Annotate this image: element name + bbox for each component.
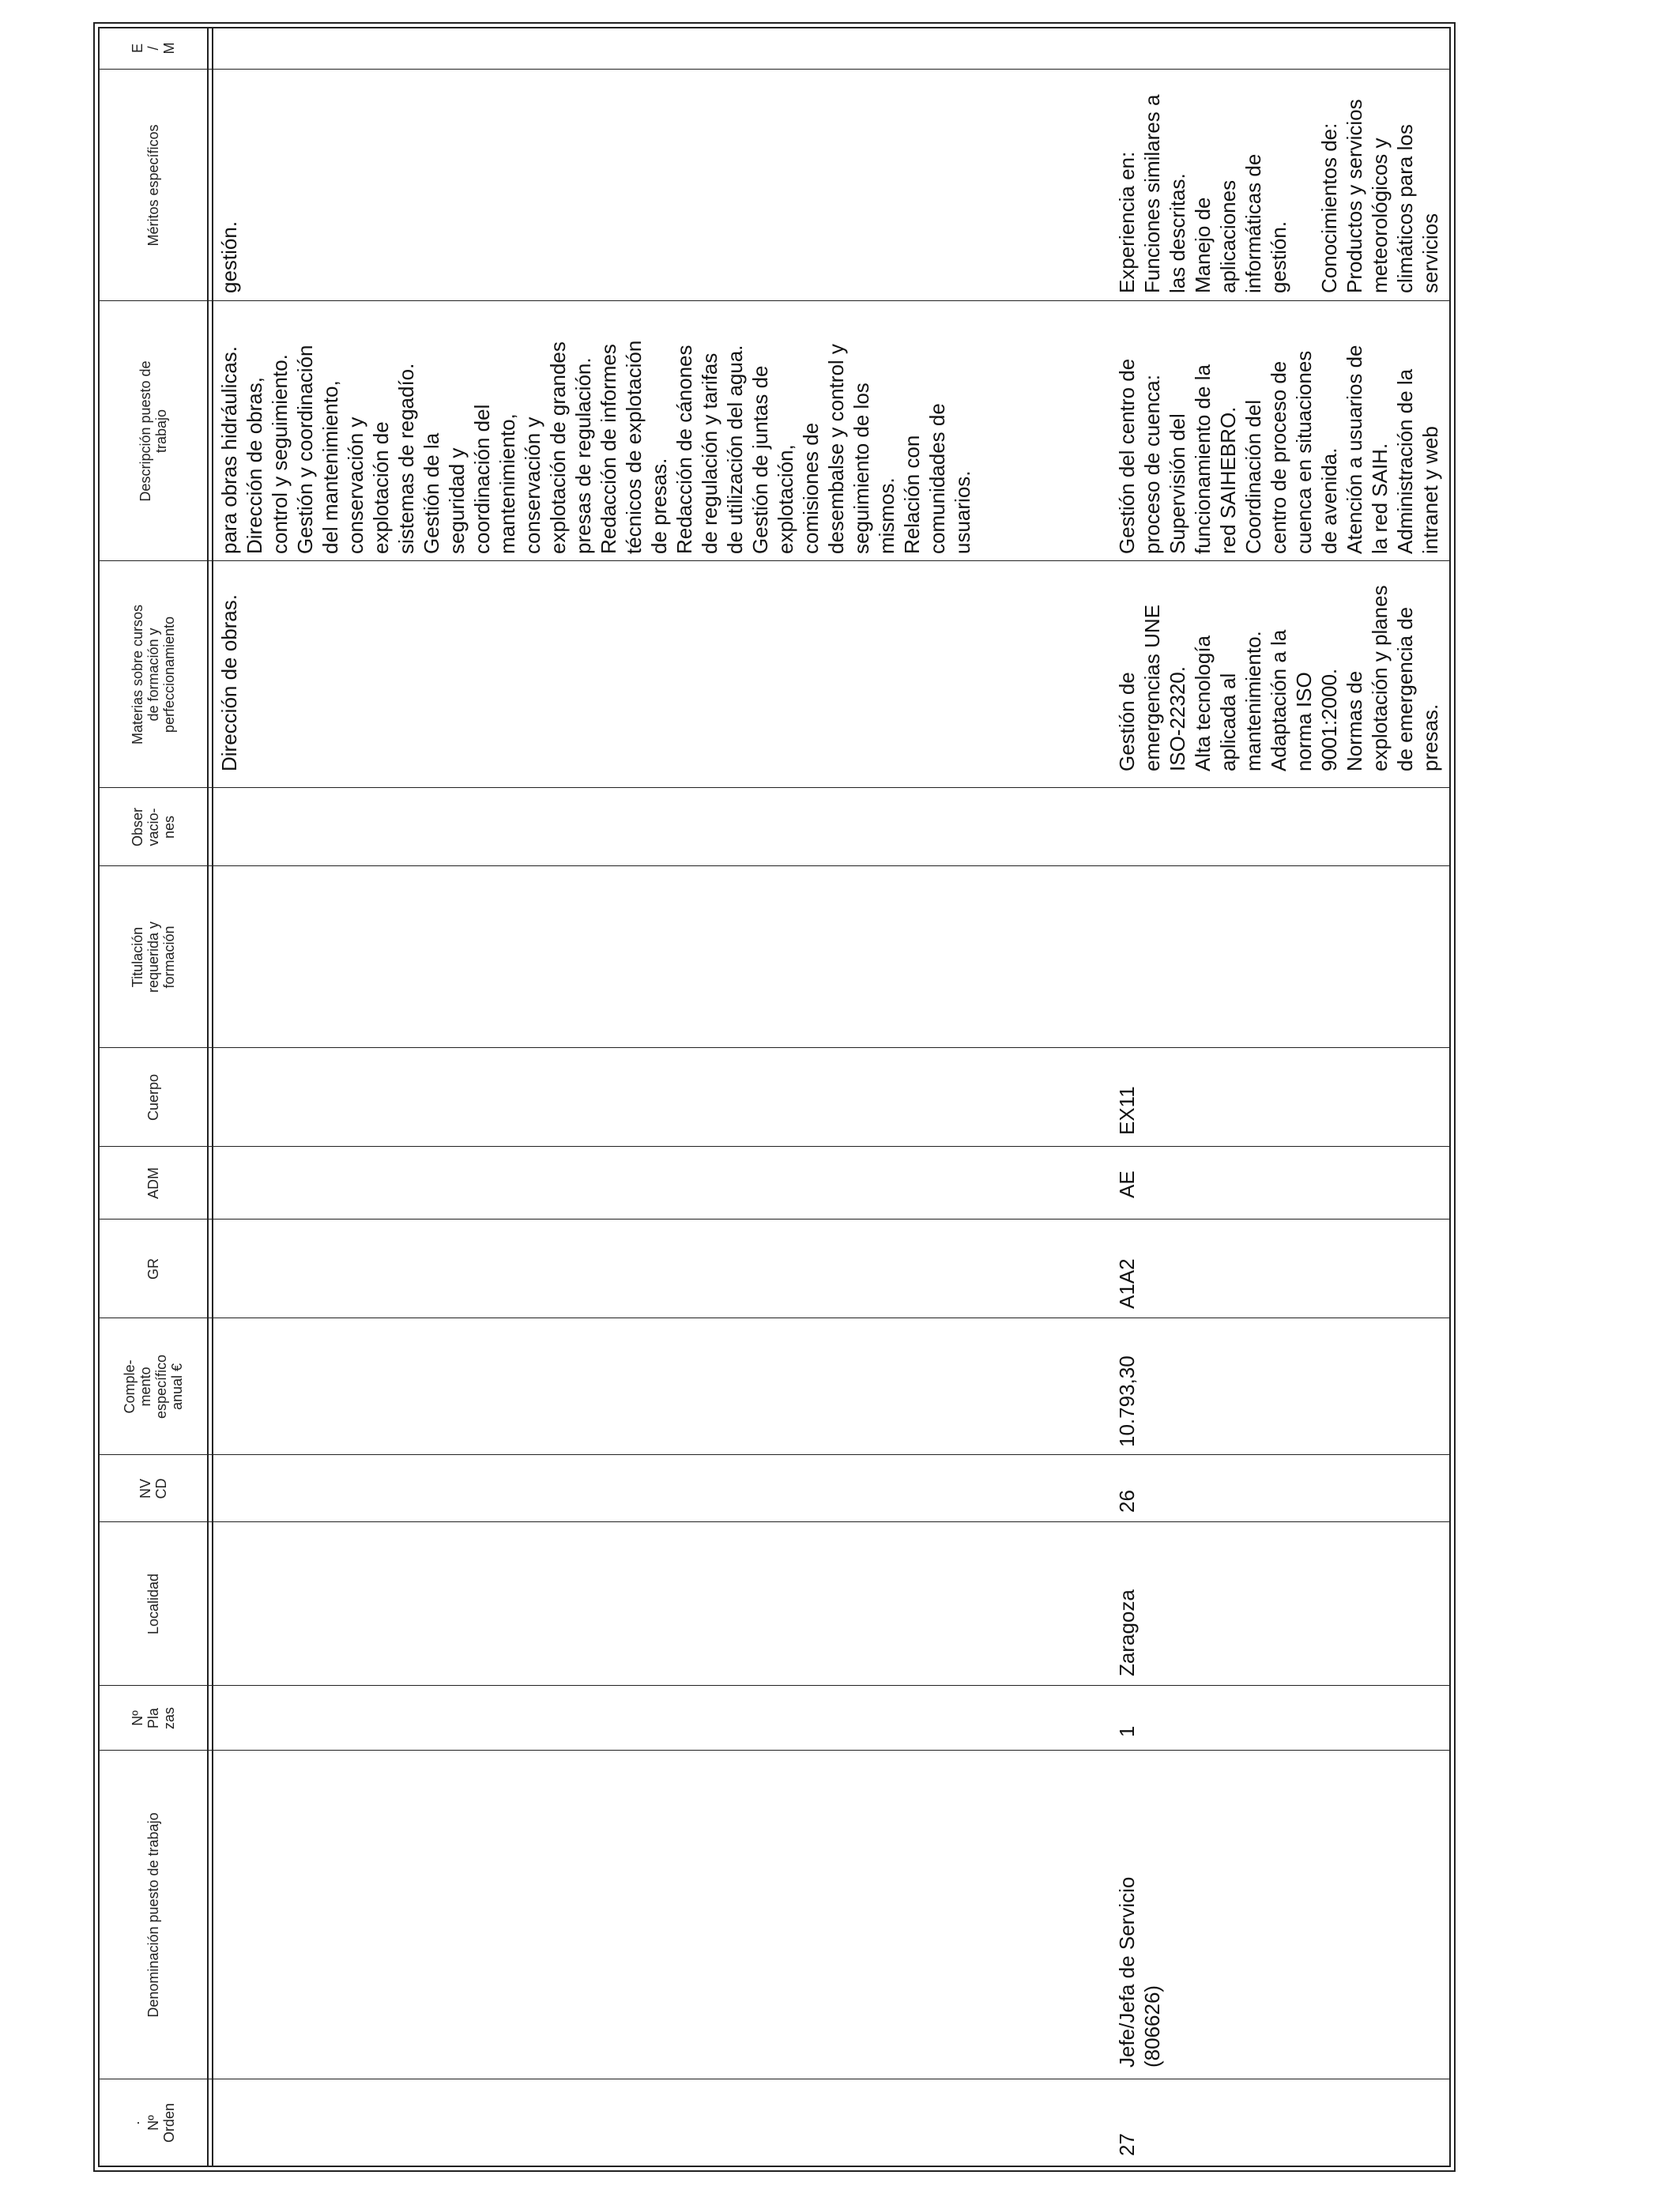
- header-plazas: Nº Pla zas: [130, 1707, 177, 1730]
- column-divider: [98, 865, 1451, 866]
- header-materias: Materias sobre cursos de formación y perfeccionamiento: [130, 604, 177, 745]
- header-orden: · Nº Orden: [130, 2102, 177, 2143]
- header-em: E / M: [130, 42, 177, 55]
- column-divider: [98, 560, 1451, 561]
- header-observaciones: Obser vacio- nes: [130, 807, 177, 847]
- column-divider: [98, 1685, 1451, 1686]
- header-titulacion: Titulación requerida y formación: [130, 921, 177, 993]
- header-nivel: NV CD: [137, 1478, 169, 1499]
- header-localidad: Localidad: [145, 1573, 161, 1635]
- continuation-meritos: gestión.: [217, 221, 241, 293]
- cell-materias: Gestión de emergencias UNE ISO-22320. Alta tecnología aplicada al mantenimiento. Adaptación a la norma ISO 9001:2000. Normas de explotación y planes de emergencia de presas.: [1115, 585, 1442, 771]
- cell-complemento: 10.793,30: [1115, 1355, 1139, 1447]
- column-divider: [98, 1750, 1451, 1751]
- cell-denominacion: Jefe/Jefa de Servicio (806626): [1115, 1876, 1164, 2068]
- header-descripcion: Descripción puesto de trabajo: [137, 360, 169, 502]
- column-divider: [98, 1146, 1451, 1147]
- column-divider: [98, 1454, 1451, 1455]
- column-divider: [98, 69, 1451, 70]
- cell-plazas: 1: [1115, 1725, 1139, 1737]
- cell-nivel: 26: [1115, 1490, 1139, 1513]
- header-grupo: GR: [145, 1258, 161, 1280]
- column-divider: [98, 300, 1451, 301]
- column-divider: [98, 1521, 1451, 1522]
- column-divider: [98, 1219, 1451, 1220]
- column-divider: [98, 787, 1451, 788]
- header-cuerpo: Cuerpo: [145, 1073, 161, 1122]
- cell-meritos: Experiencia en: Funciones similares a las descritas. Manejo de aplicaciones informáticas de gestión. Conocimientos de: Productos y servicios meteorológicos y climáticos para los servicios: [1115, 94, 1442, 293]
- cell-orden: 27: [1115, 2133, 1139, 2156]
- cell-descripcion: Gestión del centro de proceso de cuenca: Supervisión del funcionamiento de la red SAIHEBRO. Coordinación del centro de proceso de cuenca en situaciones de avenida. Atención a usuarios de la red SAIH. Administración de la intranet y web: [1115, 345, 1442, 554]
- header-separator: [207, 27, 209, 2167]
- cell-localidad: Zaragoza: [1115, 1589, 1139, 1676]
- cell-grupo: A1A2: [1115, 1258, 1139, 1309]
- continuation-materias: Dirección de obras.: [217, 594, 241, 771]
- header-separator: [212, 27, 213, 2167]
- cell-adm: AE: [1115, 1171, 1139, 1198]
- cell-cuerpo: EX11: [1115, 1086, 1139, 1135]
- column-divider: [98, 1047, 1451, 1048]
- continuation-descripcion: para obras hidráulicas. Dirección de obras, control y seguimiento. Gestión y coordinación del mantenimiento, conservación y explotación de sistemas de regadío. Gestión de la seguridad y coordinación del mantenimiento, conservación y explotación de grandes presas de regulación. Redacción de informes técnicos de explotación de presas. Redacción de cánones de regulación y tarifas de utilización del agua. Gestión de juntas de explotación, comisiones de desembalse y control y seguimiento de los mismos. Relación con comunidades de usuarios.: [217, 340, 974, 554]
- header-adm: ADM: [145, 1167, 161, 1199]
- header-meritos: Méritos específicos: [145, 124, 161, 247]
- header-complemento: Comple- mento específico anual €: [122, 1354, 185, 1419]
- header-denominacion: Denominación puesto de trabajo: [145, 1812, 161, 2018]
